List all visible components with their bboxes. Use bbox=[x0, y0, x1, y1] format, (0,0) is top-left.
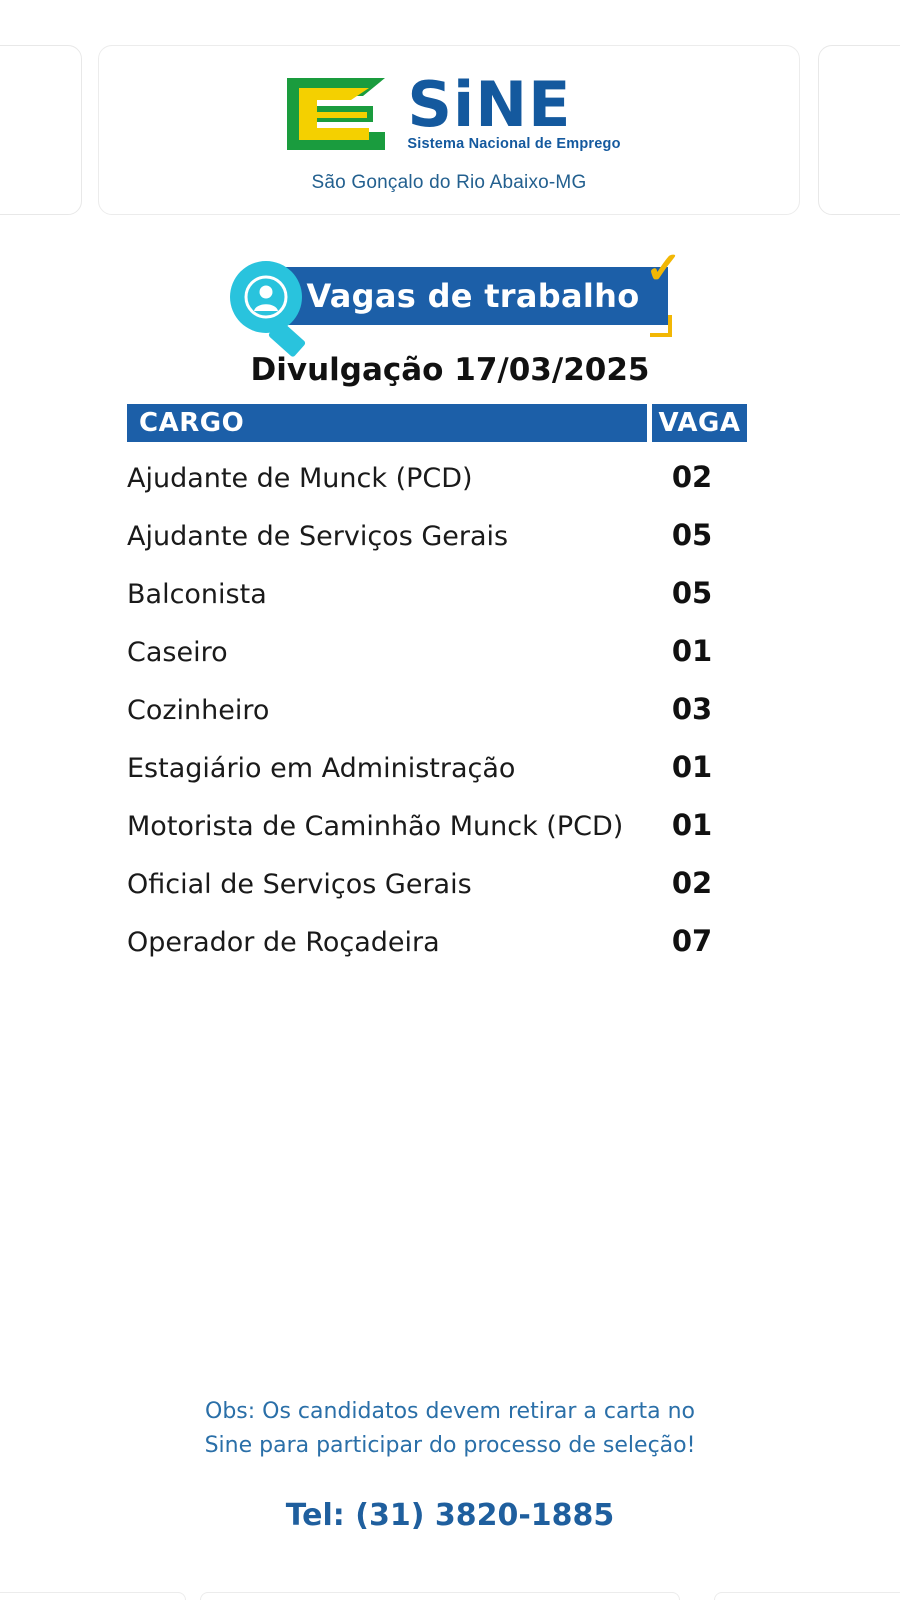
user-circle-icon bbox=[230, 261, 302, 333]
bottom-card-strip bbox=[0, 1592, 900, 1600]
job-openings: 05 bbox=[671, 576, 713, 610]
job-title: Balconista bbox=[127, 579, 267, 610]
logo-city-label: São Gonçalo do Rio Abaixo-MG bbox=[311, 172, 587, 193]
header-strip bbox=[0, 45, 900, 215]
table-row bbox=[127, 866, 747, 924]
bottom-card-right bbox=[714, 1592, 900, 1600]
job-openings: 05 bbox=[671, 518, 713, 552]
job-title: Caseiro bbox=[127, 637, 228, 668]
banner-inner bbox=[230, 244, 682, 333]
job-title: Motorista de Caminhão Munck (PCD) bbox=[127, 811, 624, 842]
table-row bbox=[127, 750, 747, 808]
check-mark-icon: ✓ bbox=[645, 244, 682, 293]
footer-note-line-1: Obs: Os candidatos devem retirar a carta no bbox=[205, 1399, 695, 1424]
job-title: Ajudante de Serviços Gerais bbox=[127, 521, 509, 552]
sine-brazil-flag-logo-icon bbox=[277, 66, 397, 162]
footer-phone: Tel: (31) 3820-1885 bbox=[285, 1498, 615, 1533]
publication-date: Divulgação 17/03/2025 bbox=[250, 352, 650, 388]
table-row bbox=[127, 692, 747, 750]
table-row bbox=[127, 460, 747, 518]
job-openings: 03 bbox=[671, 692, 713, 726]
logo-subtitle: Sistema Nacional de Emprego bbox=[407, 136, 621, 153]
logo-row bbox=[277, 66, 620, 162]
banner bbox=[0, 244, 900, 336]
footer-note-line-2: Sine para participar do processo de seleção! bbox=[204, 1433, 696, 1458]
job-openings: 01 bbox=[671, 634, 713, 668]
header-side-card-left bbox=[0, 45, 82, 215]
table-header bbox=[127, 404, 747, 442]
job-list bbox=[127, 460, 747, 982]
footer-note bbox=[0, 1395, 900, 1463]
banner-corner-decoration bbox=[650, 315, 672, 337]
logo-wordmark: SiNE bbox=[407, 67, 572, 141]
job-title: Oficial de Serviços Gerais bbox=[127, 869, 472, 900]
job-title: Estagiário em Administração bbox=[127, 753, 516, 784]
column-header-vaga: VAGA bbox=[652, 404, 747, 442]
table-row bbox=[127, 924, 747, 982]
job-openings: 01 bbox=[671, 808, 713, 842]
logo-card bbox=[98, 45, 800, 215]
job-openings: 07 bbox=[671, 924, 713, 958]
table-row bbox=[127, 518, 747, 576]
banner-box bbox=[278, 267, 668, 325]
job-title: Cozinheiro bbox=[127, 695, 270, 726]
bottom-card-left bbox=[0, 1592, 186, 1600]
bottom-card-center bbox=[200, 1592, 680, 1600]
job-title: Ajudante de Munck (PCD) bbox=[127, 463, 473, 494]
table-row bbox=[127, 576, 747, 634]
job-openings: 02 bbox=[671, 866, 713, 900]
banner-title: Vagas de trabalho bbox=[306, 277, 640, 315]
table-row bbox=[127, 634, 747, 692]
column-header-cargo: CARGO bbox=[127, 404, 647, 442]
job-openings: 01 bbox=[671, 750, 713, 784]
job-title: Operador de Roçadeira bbox=[127, 927, 440, 958]
job-openings: 02 bbox=[671, 460, 713, 494]
header-side-card-right bbox=[818, 45, 900, 215]
logo-text-wrap bbox=[407, 67, 621, 153]
table-row bbox=[127, 808, 747, 866]
